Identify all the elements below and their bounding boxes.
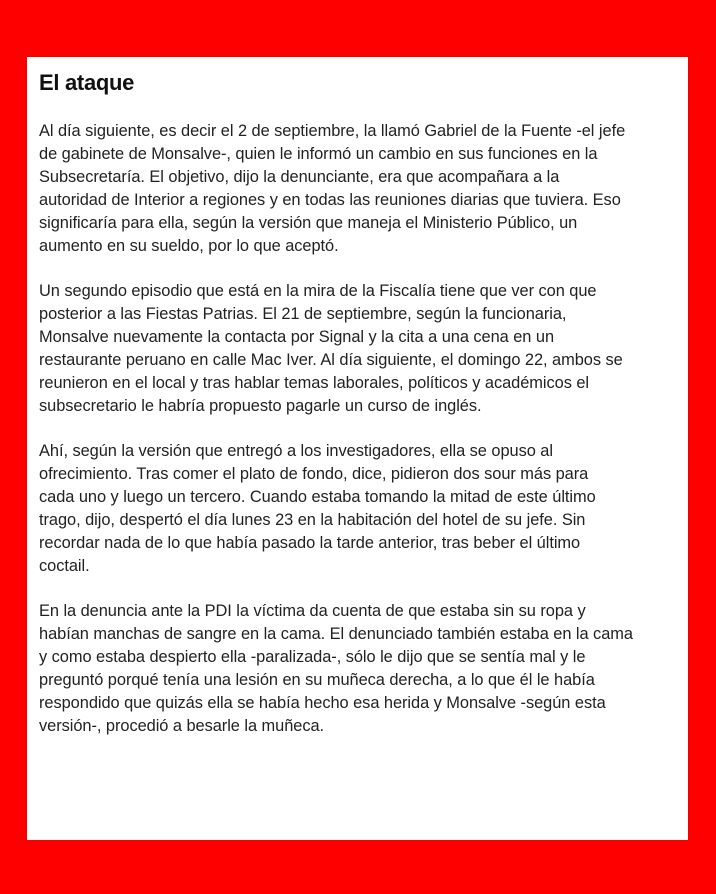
text-line: Un segundo episodio que está en la mira de la Fiscalía tiene que ver con que <box>39 282 597 300</box>
paragraph-3 <box>39 440 674 578</box>
text-line: preguntó porqué tenía una lesión en su muñeca derecha, a lo que él le había <box>39 671 595 689</box>
text-line: recordar nada de lo que había pasado la tarde anterior, tras beber el último <box>39 534 581 552</box>
text-line: Ahí, según la versión que entregó a los investigadores, ella se opuso al <box>39 442 553 460</box>
article-body <box>39 120 674 738</box>
paragraph-2 <box>39 280 674 418</box>
text-line: Monsalve nuevamente la contacta por Signal y la cita a una cena en un <box>39 328 555 346</box>
text-line: subsecretario le habría propuesto pagarle un curso de inglés. <box>39 397 482 415</box>
text-line: significaría para ella, según la versión que maneja el Ministerio Público, un <box>39 214 578 232</box>
text-line: restaurante peruano en calle Mac Iver. Al día siguiente, el domingo 22, ambos se <box>39 351 623 369</box>
paragraph-4 <box>39 600 674 738</box>
paragraph-1 <box>39 120 674 258</box>
text-line: cada uno y luego un tercero. Cuando estaba tomando la mitad de este último <box>39 488 596 506</box>
text-line: trago, dijo, despertó el día lunes 23 en la habitación del hotel de su jefe. Sin <box>39 511 586 529</box>
text-line: En la denuncia ante la PDI la víctima da cuenta de que estaba sin su ropa y <box>39 602 586 620</box>
text-line: coctail. <box>39 557 90 575</box>
text-line: Subsecretaría. El objetivo, dijo la denunciante, era que acompañara a la <box>39 168 560 186</box>
article-title: El ataque <box>39 70 135 95</box>
text-line: ofrecimiento. Tras comer el plato de fondo, dice, pidieron dos sour más para <box>39 465 589 483</box>
text-line: posterior a las Fiestas Patrias. El 21 de septiembre, según la funcionaria, <box>39 305 567 323</box>
text-line: de gabinete de Monsalve-, quien le informó un cambio en sus funciones en la <box>39 145 598 163</box>
text-line: versión-, procedió a besarle la muñeca. <box>39 717 325 735</box>
text-line: aumento en su sueldo, por lo que aceptó. <box>39 237 339 255</box>
article-panel <box>27 57 688 840</box>
text-line: y como estaba despierto ella -paralizada-, sólo le dijo que se sentía mal y le <box>39 648 586 666</box>
text-line: habían manchas de sangre en la cama. El denunciado también estaba en la cama <box>39 625 633 643</box>
text-line: Al día siguiente, es decir el 2 de septiembre, la llamó Gabriel de la Fuente -el jefe <box>39 122 626 140</box>
text-line: reunieron en el local y tras hablar temas laborales, políticos y académicos el <box>39 374 590 392</box>
text-line: autoridad de Interior a regiones y en todas las reuniones diarias que tuviera. Eso <box>39 191 621 209</box>
text-line: respondido que quizás ella se había hecho esa herida y Monsalve -según esta <box>39 694 606 712</box>
